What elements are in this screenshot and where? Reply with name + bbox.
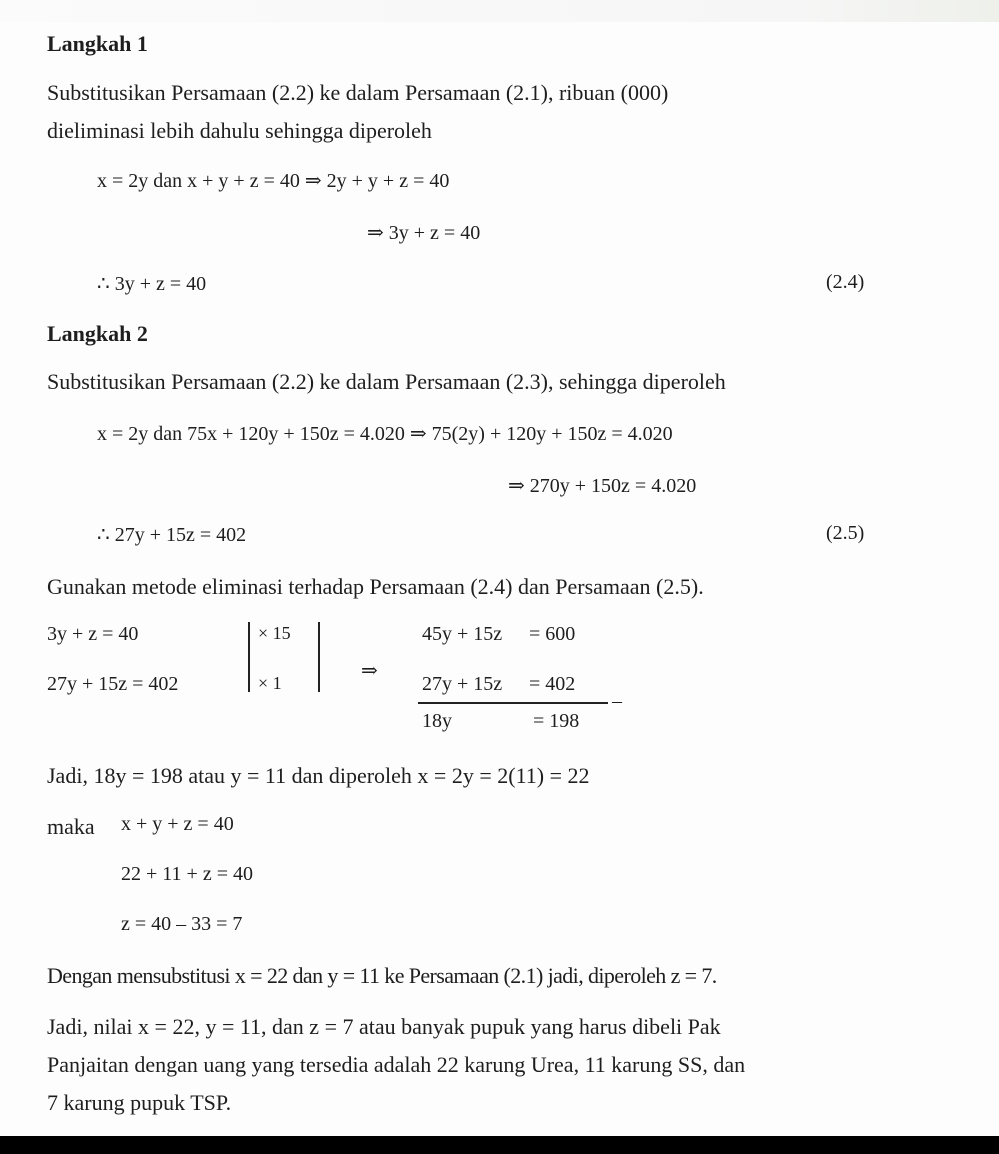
equation-number-2-5: (2.5): [826, 522, 865, 544]
step1-intro-line1: Substitusikan Persamaan (2.2) ke dalam Persamaan (2.1), ribuan (000): [47, 80, 669, 105]
step2-result: ∴ 27y + 15z = 402: [97, 524, 247, 546]
conclusion-line3: 7 karung pupuk TSP.: [47, 1090, 232, 1115]
step2-intro: Substitusikan Persamaan (2.2) ke dalam Persamaan (2.3), sehingga diperoleh: [47, 369, 726, 394]
step2-heading: Langkah 2: [47, 321, 148, 346]
step2-eq1: x = 2y dan 75x + 120y + 150z = 4.020 ⇒ 75(2y) + 120y + 150z = 4.020: [97, 423, 673, 445]
maka-label: maka: [47, 814, 95, 839]
step2-eq2: ⇒ 270y + 150z = 4.020: [508, 475, 697, 497]
elim-right-eq1-lhs: 45y + 15z: [422, 623, 503, 645]
solution-line1: Jadi, 18y = 198 atau y = 11 dan diperoleh x = 2y = 2(11) = 22: [47, 763, 590, 788]
multiplier-1: × 1: [258, 673, 282, 693]
implies-arrow: ⇒: [361, 660, 378, 682]
step1-eq2: ⇒ 3y + z = 40: [367, 222, 481, 244]
step1-result: ∴ 3y + z = 40: [97, 273, 207, 295]
multiplier-right-bar: [318, 622, 320, 692]
multiplier-left-bar: [248, 622, 250, 692]
elim-result-lhs: 18y: [422, 710, 452, 732]
conclusion-line2: Panjaitan dengan uang yang tersedia adalah 22 karung Urea, 11 karung SS, dan: [47, 1052, 746, 1077]
elim-right-eq2-rhs: = 402: [529, 673, 576, 695]
equation-number-2-4: (2.4): [826, 271, 865, 293]
top-band: [0, 0, 999, 22]
step1-intro-line2: dieliminasi lebih dahulu sehingga diperoleh: [47, 118, 432, 143]
elim-right-eq1-rhs: = 600: [529, 623, 576, 645]
bottom-bar: [0, 1136, 999, 1154]
substitution-line: Dengan mensubstitusi x = 22 dan y = 11 ke Persamaan (2.1) jadi, diperoleh z = 7.: [47, 963, 717, 988]
maka-eq2: 22 + 11 + z = 40: [121, 863, 253, 885]
elim-left-eq2: 27y + 15z = 402: [47, 673, 179, 695]
elimination-intro: Gunakan metode eliminasi terhadap Persamaan (2.4) dan Persamaan (2.5).: [47, 574, 704, 599]
step1-heading: Langkah 1: [47, 31, 148, 56]
elim-right-eq2-lhs: 27y + 15z: [422, 673, 503, 695]
multiplier-15: × 15: [258, 623, 291, 643]
maka-eq1: x + y + z = 40: [121, 813, 234, 835]
maka-eq3: z = 40 – 33 = 7: [121, 913, 243, 935]
elim-result-rhs: = 198: [533, 710, 580, 732]
step1-eq1: x = 2y dan x + y + z = 40 ⇒ 2y + y + z = 40: [97, 170, 450, 192]
subtraction-rule: [418, 702, 608, 704]
elim-left-eq1: 3y + z = 40: [47, 623, 139, 645]
minus-sign: –: [612, 690, 622, 712]
conclusion-line1: Jadi, nilai x = 22, y = 11, dan z = 7 atau banyak pupuk yang harus dibeli Pak: [47, 1014, 721, 1039]
